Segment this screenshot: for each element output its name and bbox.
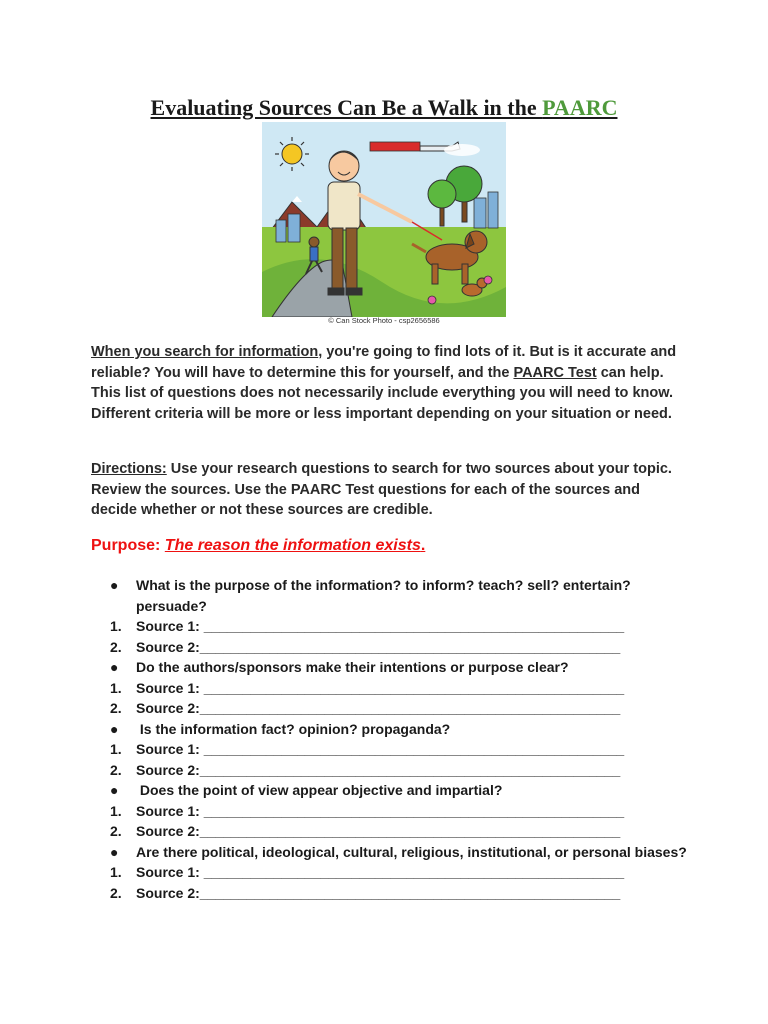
source-line-text[interactable]: Source 1: ______________________________________________________ [136, 679, 625, 696]
park-walk-illustration [262, 122, 506, 317]
source-line-text[interactable]: Source 1: ______________________________________________________ [136, 618, 625, 634]
list-number: 2. [110, 884, 122, 901]
source-answer-line[interactable] [110, 616, 690, 637]
question-item [110, 842, 690, 863]
list-number: 2. [110, 700, 122, 716]
question-group [110, 842, 690, 904]
question-text: Is the information fact? opinion? propaganda? [136, 720, 451, 737]
source-answer-line[interactable] [110, 739, 690, 760]
source-answer-line[interactable] [110, 637, 690, 658]
list-number: 1. [110, 618, 122, 634]
bullet-icon: ● [110, 577, 119, 593]
intro-paragraph [91, 342, 681, 424]
source-answer-line[interactable] [110, 862, 690, 883]
paarc-test-link[interactable]: PAARC Test [513, 364, 597, 381]
list-number: 1. [110, 741, 122, 757]
question-item [110, 657, 690, 678]
bullet-icon: ● [110, 720, 119, 737]
intro-lead: When you search for information [91, 344, 319, 360]
question-text: Does the point of view appear objective and impartial? [136, 782, 503, 798]
question-list [110, 575, 690, 903]
purpose-label: Purpose: [91, 537, 165, 554]
question-group [110, 657, 690, 719]
question-item [110, 575, 690, 616]
source-line-text[interactable]: Source 1: ______________________________________________________ [136, 864, 625, 880]
purpose-definition: The reason the information exists [164, 537, 421, 554]
source-answer-line[interactable] [110, 678, 690, 699]
purpose-heading [91, 537, 425, 555]
source-line-text[interactable]: Source 1: ______________________________________________________ [136, 741, 625, 757]
question-item [110, 719, 690, 740]
source-answer-line[interactable] [110, 760, 690, 781]
sun-icon [282, 144, 302, 164]
list-number: 2. [110, 638, 122, 655]
source-answer-line[interactable] [110, 698, 690, 719]
list-number: 1. [110, 679, 122, 696]
purpose-end: . [420, 537, 426, 554]
question-text: What is the purpose of the information? to inform? teach? sell? entertain? persuade? [136, 577, 635, 614]
question-text: Do the authors/sponsors make their intentions or purpose clear? [136, 659, 569, 675]
page-title [0, 95, 768, 121]
intro-text-1: , you're going to find lots of it. But is it accurate and reliable? You will have to determine this for yourself, and the [91, 344, 677, 381]
list-number: 1. [110, 864, 122, 880]
source-answer-line[interactable] [110, 821, 690, 842]
source-line-text[interactable]: Source 2:______________________________________________________ [136, 884, 621, 901]
bullet-icon: ● [110, 843, 119, 860]
directions-paragraph [91, 459, 681, 521]
intro-text-2: can help. This list of questions does not necessarily include everything you will need to know. Different criteria will be more or less important depending on your situation or need. [91, 364, 673, 422]
directions-text: Use your research questions to search for two sources about your topic. Review the sources. Use the PAARC Test questions for each of the sources and decide whether or not these sources are credible. [91, 461, 672, 518]
source-line-text[interactable]: Source 1: ______________________________________________________ [136, 802, 625, 819]
image-credit: © Can Stock Photo - csp2656586 [328, 316, 440, 325]
source-answer-line[interactable] [110, 801, 690, 822]
bullet-icon: ● [110, 659, 119, 675]
question-item [110, 780, 690, 801]
title-accent: PAARC [542, 95, 618, 120]
directions-label: Directions: [91, 461, 167, 477]
question-group [110, 780, 690, 842]
title-main: Evaluating Sources Can Be a Walk in the [150, 95, 543, 120]
list-number: 2. [110, 761, 122, 778]
source-line-text[interactable]: Source 2:______________________________________________________ [136, 700, 621, 716]
question-text: Are there political, ideological, cultural, religious, institutional, or personal biases? [136, 843, 687, 860]
list-number: 1. [110, 802, 122, 819]
source-line-text[interactable]: Source 2:______________________________________________________ [136, 761, 621, 778]
source-answer-line[interactable] [110, 883, 690, 904]
list-number: 2. [110, 823, 122, 839]
source-line-text[interactable]: Source 2:______________________________________________________ [136, 823, 621, 839]
source-line-text[interactable]: Source 2:______________________________________________________ [136, 638, 621, 655]
question-group [110, 575, 690, 657]
bullet-icon: ● [110, 782, 119, 798]
banner-icon [370, 142, 420, 151]
question-group [110, 719, 690, 781]
